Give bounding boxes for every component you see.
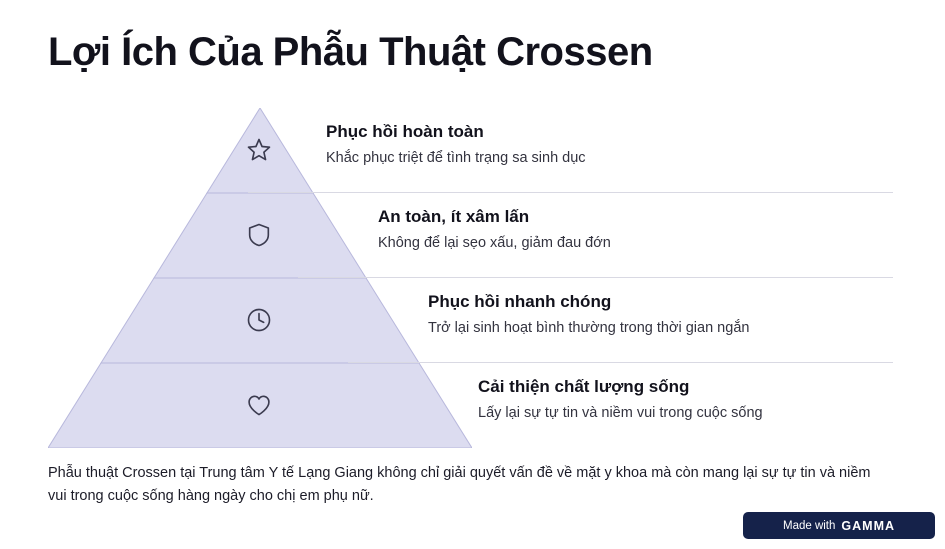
benefit-subtitle: Không để lại sẹo xấu, giảm đau đớn (378, 235, 611, 251)
footnote-text: Phẫu thuật Crossen tại Trung tâm Y tế Lạng Giang không chỉ giải quyết vấn đề về mặt y khoa mà còn mang lại sự tự tin và niềm vui trong cuộc sống hàng ngày cho chị em phụ nữ. (48, 465, 871, 505)
list-item (48, 108, 893, 193)
list-item (48, 193, 893, 278)
row-text-group (428, 292, 749, 336)
badge-prefix-label: Made with (782, 519, 836, 532)
row-text-group (378, 207, 611, 251)
list-item (48, 363, 893, 448)
benefit-heading: Cải thiện chất lượng sống (478, 377, 690, 396)
page-title: Lợi Ích Của Phẫu Thuật Crossen (48, 30, 653, 74)
benefit-subtitle: Lấy lại sự tự tin và niềm vui trong cuộc sống (478, 405, 763, 421)
star-icon (245, 136, 273, 164)
benefit-subtitle: Khắc phục triệt để tình trạng sa sinh dục (326, 150, 586, 166)
clock-icon (245, 306, 273, 334)
benefit-heading: Phục hồi hoàn toàn (326, 122, 484, 141)
list-item (48, 278, 893, 363)
made-with-gamma-badge[interactable] (743, 512, 935, 539)
benefit-subtitle: Trở lại sinh hoạt bình thường trong thời gian ngắn (428, 320, 750, 336)
benefit-heading: An toàn, ít xâm lấn (378, 207, 530, 226)
shield-icon (245, 221, 273, 249)
row-text-group (478, 377, 763, 421)
benefit-heading: Phục hồi nhanh chóng (428, 292, 612, 311)
benefit-rows (48, 108, 893, 448)
row-text-group (326, 122, 586, 166)
badge-brand-label: GAMMA (841, 518, 896, 533)
heart-icon (245, 391, 273, 419)
